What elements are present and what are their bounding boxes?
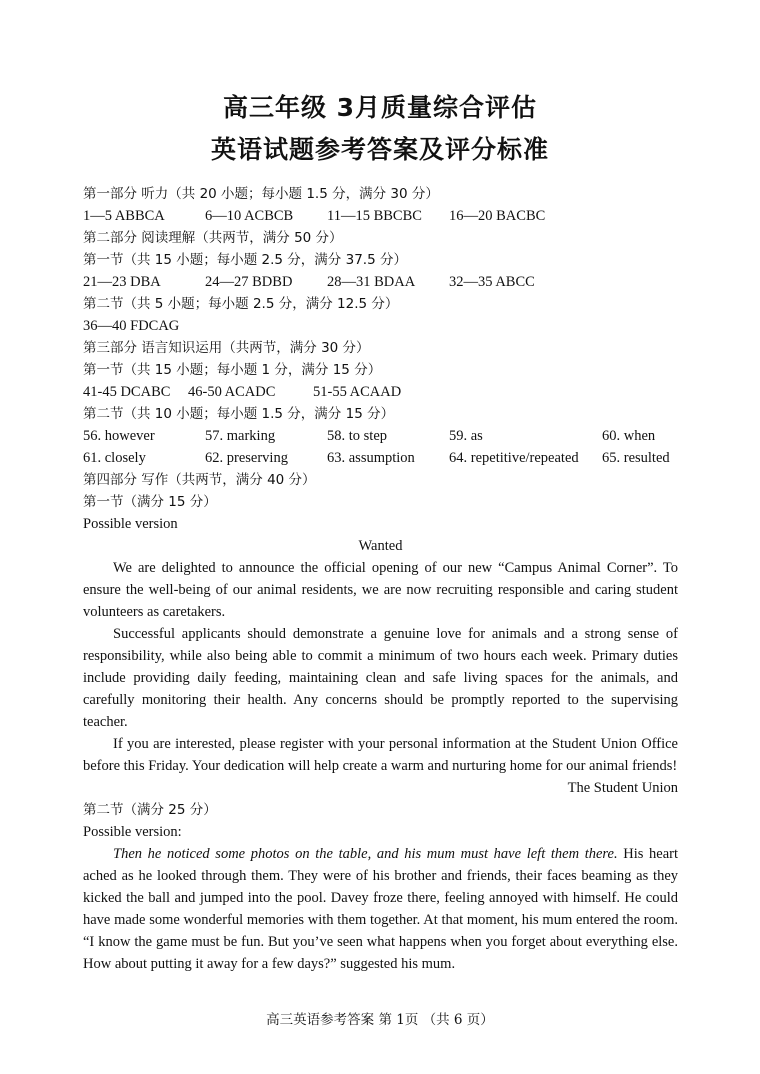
part3-section1-answers <box>83 381 678 403</box>
answer-key-content <box>83 183 678 975</box>
answer-group: 28—31 BDAA <box>327 274 416 290</box>
part1-heading: 第一部分 听力（共 20 小题；每小题 1.5 分，满分 30 分） <box>83 186 439 202</box>
part2-section2-answers: 36—40 FDCAG <box>83 318 180 334</box>
part4-heading: 第四部分 写作（共两节，满分 40 分） <box>83 472 316 488</box>
answer-group: 21—23 DBA <box>83 274 161 290</box>
part2-section2-heading: 第二节（共 5 小题；每小题 2.5 分，满分 12.5 分） <box>83 296 399 312</box>
answer-group: 46-50 ACADC <box>188 384 276 400</box>
essay-paragraph: We are delighted to announce the official opening of our new “Campus Animal Corner”. To ensure the well-being of our animal residents, we are now recruiting responsible and caring student volunteers as caretakers. <box>83 560 678 620</box>
story-continuation: His heart ached as he looked through them. They were of his brother and friends, their faces beaming as they kicked the ball and jumped into the pool. Davey froze there, feeling annoyed with himself. He could have made some wonderful memories with them together. At that moment, his mum entered the room. “I know the game must be fun. But you’ve seen what happens when you forget about everything else. How about putting it away for a few days?” suggested his mum. <box>83 846 678 972</box>
answer-item: 64. repetitive/repeated <box>449 450 579 466</box>
essay-signature: The Student Union <box>567 780 678 796</box>
possible-version-label-2: Possible version: <box>83 824 182 840</box>
answer-item: 57. marking <box>205 428 276 444</box>
part3-section1-heading: 第一节（共 15 小题；每小题 1 分，满分 15 分） <box>83 362 382 378</box>
part3-section2-answers-row1 <box>83 425 678 447</box>
part2-section1-answers <box>83 271 678 293</box>
answer-item: 59. as <box>449 428 483 444</box>
answer-item: 56. however <box>83 428 155 444</box>
essay-paragraph: If you are interested, please register with your personal information at the Student Union Office before this Friday. Your dedication will help create a warm and nurturing home for our animal friends! <box>83 736 678 774</box>
part2-section1-heading: 第一节（共 15 小题；每小题 2.5 分，满分 37.5 分） <box>83 252 407 268</box>
story-paragraph <box>83 843 678 975</box>
answer-item: 65. resulted <box>602 450 670 466</box>
part3-heading: 第三部分 语言知识运用（共两节，满分 30 分） <box>83 340 370 356</box>
part4-section2-heading: 第二节（满分 25 分） <box>83 802 217 818</box>
answer-group: 24—27 BDBD <box>205 274 293 290</box>
part1-answers <box>83 205 678 227</box>
story-given-sentence: Then he noticed some photos on the table, and his mum must have left them there. <box>113 846 618 862</box>
answer-group: 32—35 ABCC <box>449 274 535 290</box>
possible-version-label: Possible version <box>83 516 178 532</box>
answer-item: 61. closely <box>83 450 146 466</box>
answer-group: 11—15 BBCBC <box>327 208 422 224</box>
answer-item: 58. to step <box>327 428 388 444</box>
title-line-1: 高三年级 3月质量综合评估 <box>222 93 538 122</box>
answer-item: 63. assumption <box>327 450 415 466</box>
answer-group: 51-55 ACAAD <box>313 384 402 400</box>
part3-section2-answers-row2 <box>83 447 678 469</box>
title-line-2: 英语试题参考答案及评分标准 <box>210 135 549 164</box>
part2-heading: 第二部分 阅读理解（共两节，满分 50 分） <box>83 230 343 246</box>
answer-item: 62. preserving <box>205 450 288 466</box>
essay-title: Wanted <box>358 538 403 554</box>
essay-paragraph: Successful applicants should demonstrate a genuine love for animals and a strong sense of responsibility, while also being able to commit a minimum of two hours each week. Primary duties include providing daily feeding, maintaining clean and safe living spaces for the animals, and carefully monitoring their health. Any concerns should be promptly reported to the supervising teacher. <box>83 626 678 730</box>
part3-section2-heading: 第二节（共 10 小题；每小题 1.5 分，满分 15 分） <box>83 406 395 422</box>
answer-item: 60. when <box>602 428 656 444</box>
page-footer: 高三英语参考答案 第 1页 （共 6 页） <box>266 1012 494 1028</box>
answer-group: 1—5 ABBCA <box>83 208 165 224</box>
answer-group: 6—10 ACBCB <box>205 208 294 224</box>
part4-section1-heading: 第一节（满分 15 分） <box>83 494 217 510</box>
answer-group: 16—20 BACBC <box>449 208 546 224</box>
answer-group: 41-45 DCABC <box>83 384 171 400</box>
